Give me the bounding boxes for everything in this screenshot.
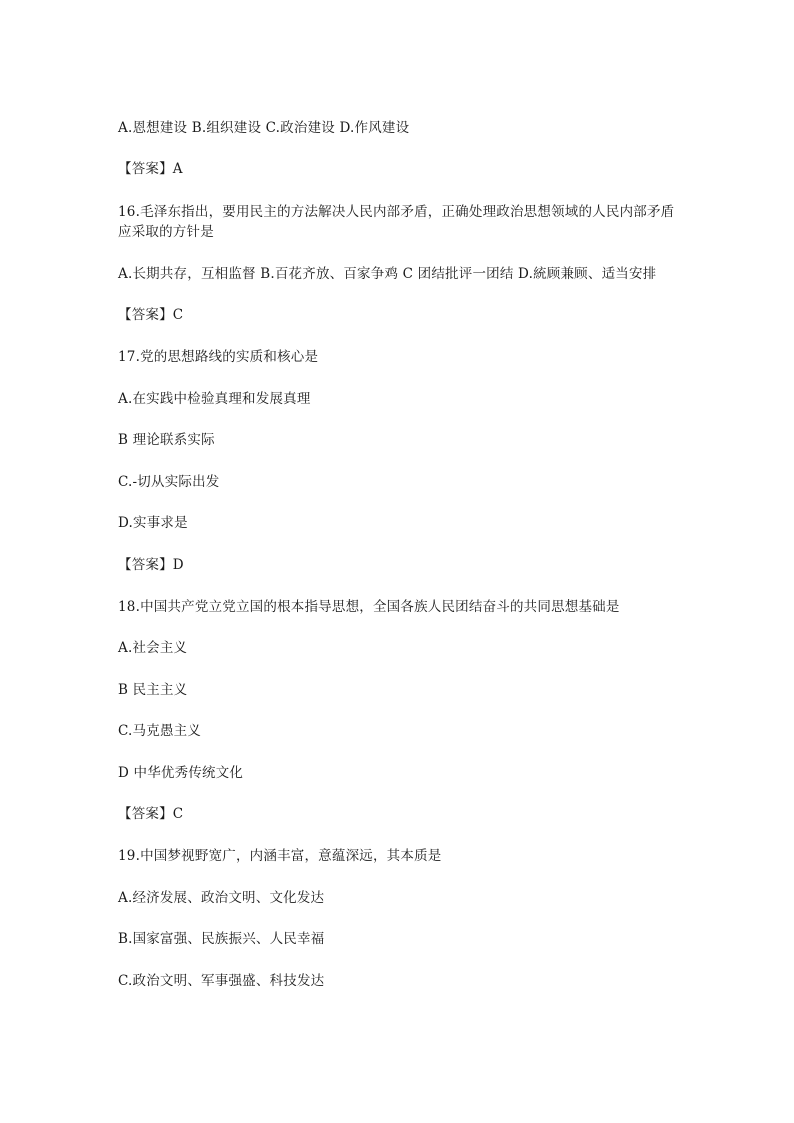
q16-options: A.长期共存，互相监督 B.百花齐放、百家争鸡 C 团结批评一团结 D.統顾兼顾、适当安排 xyxy=(118,266,657,282)
q17-answer: 【答案】D xyxy=(118,557,184,573)
q17-option-c: C.-切从实际出发 xyxy=(118,474,220,490)
q19-option-c: C.政治文明、军事强盛、科技发达 xyxy=(118,973,325,989)
q15-answer: 【答案】A xyxy=(118,161,183,177)
q18-question: 18.中国共产党立党立国的根本指导思想，全国各族人民团结奋斗的共同思想基础是 xyxy=(118,599,620,615)
q17-question: 17.党的思想路线的实质和核心是 xyxy=(118,349,319,365)
q19-option-b: B.国家富强、民族振兴、人民幸福 xyxy=(118,931,325,947)
q16-question: 16.毛泽东指出，要用民主的方法解决人民内部矛盾，正确处理政治思想领域的人民内部矛盾应采取的方针是 xyxy=(118,204,675,240)
q18-option-b: B 民主主义 xyxy=(118,682,188,698)
q17-option-d: D.实事求是 xyxy=(118,515,188,531)
q18-option-c: C.马克愚主义 xyxy=(118,723,202,739)
q18-option-a: A.社会主义 xyxy=(118,640,188,656)
q16-answer: 【答案】C xyxy=(118,307,184,323)
q17-option-a: A.在实践中检验真理和发展真理 xyxy=(118,391,311,407)
q18-option-d: D 中华优秀传统文化 xyxy=(118,765,244,781)
q19-option-a: A.经济发展、政治文明、文化发达 xyxy=(118,890,325,906)
q19-question: 19.中国梦视野宽广，内涵丰富，意蕴深远，其本质是 xyxy=(118,848,442,864)
q18-answer: 【答案】C xyxy=(118,806,184,822)
q17-option-b: B 理论联系实际 xyxy=(118,432,215,448)
q15-options: A.恩想建设 B.组织建设 C.政治建设 D.作风建设 xyxy=(118,120,410,136)
